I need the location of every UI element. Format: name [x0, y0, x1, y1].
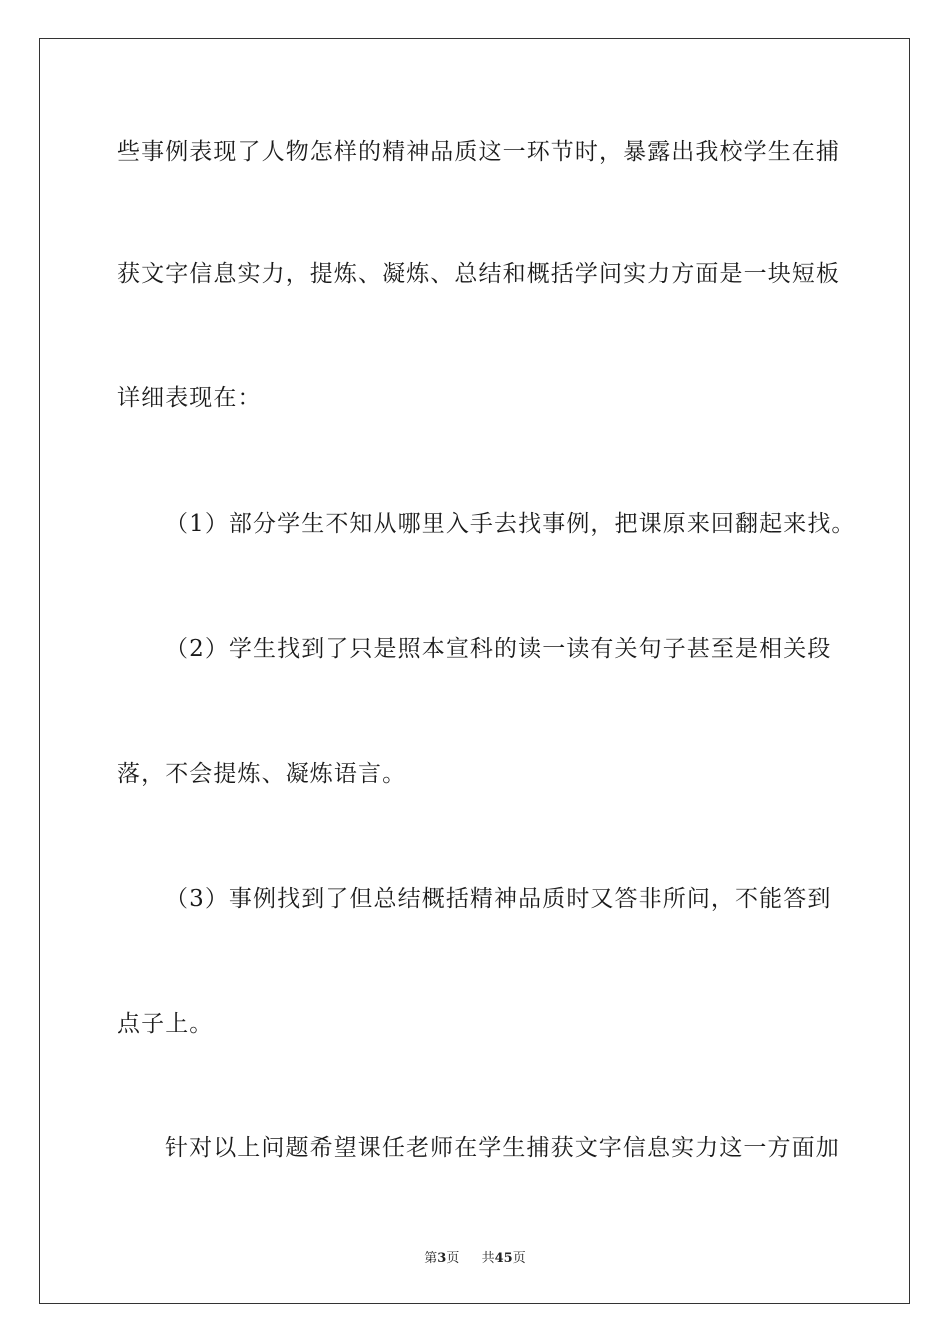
- page-label-prefix: 第: [424, 1251, 438, 1266]
- list-item-3: （3）事例找到了但总结概括精神品质时又答非所问，不能答到: [165, 886, 832, 912]
- list-item-3-continuation: 点子上。: [117, 1011, 214, 1037]
- body-text-line-closing: 针对以上问题希望课任老师在学生捕获文字信息实力这一方面加: [165, 1135, 840, 1161]
- list-item-1: （1）部分学生不知从哪里入手去找事例，把课原来回翻起来找。: [165, 511, 856, 537]
- total-pages: 45: [494, 1251, 513, 1266]
- body-text-line-1: 些事例表现了人物怎样的精神品质这一环节时，暴露出我校学生在捕: [117, 139, 840, 165]
- total-label-suffix: 页: [512, 1251, 526, 1266]
- page-border: [39, 38, 910, 1304]
- list-item-2: （2）学生找到了只是照本宣科的读一读有关句子甚至是相关段: [165, 636, 832, 662]
- page-number: 3: [437, 1251, 447, 1266]
- body-text-line-2: 获文字信息实力，提炼、凝炼、总结和概括学问实力方面是一块短板: [117, 261, 840, 287]
- total-label-prefix: 共: [481, 1251, 495, 1266]
- list-item-2-continuation: 落，不会提炼、凝炼语言。: [117, 761, 407, 787]
- page-label-suffix: 页: [446, 1251, 460, 1266]
- body-text-line-3: 详细表现在：: [117, 385, 262, 411]
- page-footer: [0, 1247, 950, 1266]
